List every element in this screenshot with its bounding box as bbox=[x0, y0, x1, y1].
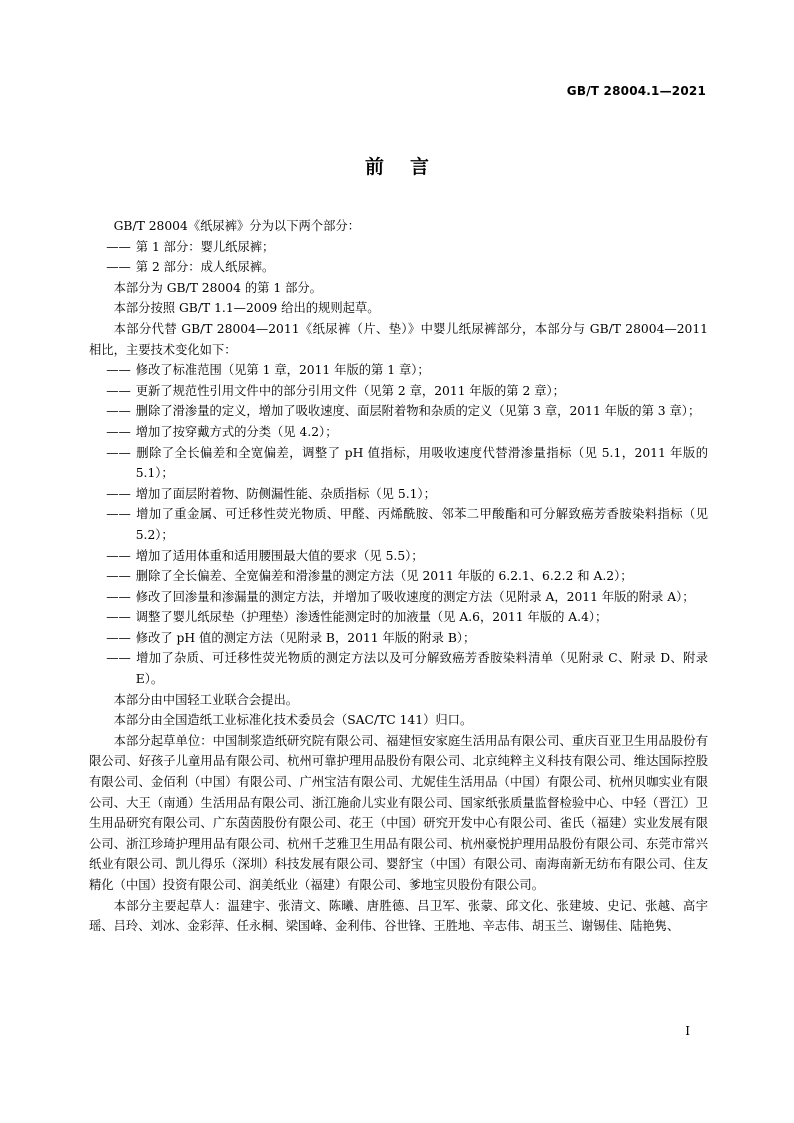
paragraph: GB/T 28004《纸尿裤》分为以下两个部分： bbox=[113, 219, 360, 233]
dash-mark: —— bbox=[106, 486, 131, 501]
dash-list-item bbox=[106, 401, 708, 422]
dash-item-text: 第 2 部分：成人纸尿裤。 bbox=[135, 260, 275, 275]
dash-mark: —— bbox=[106, 363, 131, 378]
dash-item-text: 增加了重金属、可迁移性荧光物质、甲醛、丙烯酰胺、邻苯二甲酸酯和可分解致癌芳香胺染料指标（见 5.2）； bbox=[135, 507, 708, 542]
dash-mark: —— bbox=[106, 651, 131, 666]
dash-item-text: 删除了全长偏差和全宽偏差，调整了 pH 值指标，用吸收速度代替滑渗量指标（见 5.1，2011 年版的 5.1）； bbox=[135, 445, 708, 481]
page-title: 前言 bbox=[364, 156, 455, 178]
dash-item-text: 增加了面层附着物、防侧漏性能、杂质指标（见 5.1）； bbox=[135, 486, 436, 501]
dash-item-text: 修改了回渗量和渗漏量的测定方法，并增加了吸收速度的测定方法（见附录 A，2011 年版的附录 A）； bbox=[135, 589, 695, 604]
dash-mark: —— bbox=[106, 383, 131, 398]
dash-list-item bbox=[106, 237, 708, 258]
dash-list-item bbox=[106, 587, 708, 608]
dash-mark: —— bbox=[106, 404, 131, 419]
dash-mark: —— bbox=[106, 548, 131, 563]
dash-list-item bbox=[106, 443, 708, 484]
dash-list-item bbox=[106, 546, 708, 567]
document-body bbox=[89, 216, 708, 937]
paragraph: 本部分由中国轻工业联合会提出。 bbox=[113, 692, 299, 707]
dash-mark: —— bbox=[106, 610, 131, 625]
dash-mark: —— bbox=[106, 630, 131, 645]
dash-list-item bbox=[106, 422, 708, 443]
dash-mark: —— bbox=[106, 445, 131, 460]
dash-item-text: 删除了滑渗量的定义，增加了吸收速度、面层附着物和杂质的定义（见第 3 章，2011 年版的第 3 章）； bbox=[135, 404, 701, 419]
dash-list-item bbox=[106, 648, 708, 689]
dash-mark: —— bbox=[106, 589, 131, 604]
paragraph: 本部分起草单位：中国制浆造纸研究院有限公司、福建恒安家庭生活用品有限公司、重庆百亚卫生用品股份有限公司、好孩子儿童用品有限公司、杭州可靠护理用品股份有限公司、北京纯粹主义科技有限公司、维达国际控股有限公司、金佰利（中国）有限公司、广州宝洁有限公司、尤妮佳生活用品（中国）有限公司、杭州贝咖实业有限公司、大王（南通）生活用品有限公司、浙江施俞儿实业有限公司、国家纸张质量监督检验中心、中轻（晋江）卫生用品研究有限公司、广东茵茵股份有限公司、花王（中国）研究开发中心有限公司、雀氏（福建）实业发展有限公司、浙江珍琦护理用品有限公司、杭州千芝雅卫生用品有限公司、杭州豪悦护理用品股份有限公司、东莞市常兴纸业有限公司、凯儿得乐（深圳）科技发展有限公司、婴舒宝（中国）有限公司、南海南新无纺布有限公司、住友精化（中国）投资有限公司、润美纸业（福建）有限公司、爹地宝贝股份有限公司。 bbox=[89, 733, 708, 892]
dash-list-item bbox=[106, 484, 708, 505]
dash-item-text: 调整了婴儿纸尿垫（护理垫）渗透性能测定时的加液量（见 A.6，2011 年版的 A.4）； bbox=[135, 610, 608, 625]
standard-code: GB/T 28004.1—2021 bbox=[566, 84, 706, 98]
paragraph: 本部分代替 GB/T 28004—2011《纸尿裤（片、垫）》中婴儿纸尿裤部分，本部分与 GB/T 28004—2011 相比，主要技术变化如下： bbox=[89, 321, 708, 357]
dash-item-text: 更新了规范性引用文件中的部分引用文件（见第 2 章，2011 年版的第 2 章）； bbox=[135, 383, 565, 398]
paragraph: 本部分由全国造纸工业标准化技术委员会（SAC/TC 141）归口。 bbox=[113, 713, 473, 728]
dash-item-text: 增加了杂质、可迁移性荧光物质的测定方法以及可分解致癌芳香胺染料清单（见附录 C、附录 D、附录 E）。 bbox=[135, 651, 708, 687]
dash-list-item bbox=[106, 566, 708, 587]
paragraph: 本部分为 GB/T 28004 的第 1 部分。 bbox=[113, 280, 322, 295]
paragraph: 本部分主要起草人：温建宇、张清文、陈曦、唐胜德、吕卫军、张蒙、邱文化、张建坡、史记、张越、高宇瑶、吕玲、刘冰、金彩萍、任永桐、梁国峰、金利伟、谷世锋、王胜地、辛志伟、胡玉兰、谢锡佳、陆艳隽、 bbox=[89, 898, 708, 934]
dash-list-item bbox=[106, 628, 708, 649]
dash-item-text: 修改了 pH 值的测定方法（见附录 B，2011 年版的附录 B）； bbox=[135, 630, 476, 645]
paragraph: 本部分按照 GB/T 1.1—2009 给出的规则起草。 bbox=[113, 301, 380, 316]
dash-list-item bbox=[106, 360, 708, 381]
page-number: I bbox=[685, 1024, 690, 1038]
dash-list-item bbox=[106, 607, 708, 628]
dash-list-item bbox=[106, 381, 708, 402]
dash-item-text: 增加了适用体重和适用腰围最大值的要求（见 5.5）； bbox=[135, 548, 424, 563]
dash-mark: —— bbox=[106, 507, 131, 522]
dash-mark: —— bbox=[106, 239, 131, 254]
dash-mark: —— bbox=[106, 260, 131, 275]
dash-list-item bbox=[106, 257, 708, 278]
dash-mark: —— bbox=[106, 424, 131, 439]
dash-list-item bbox=[106, 504, 708, 545]
dash-item-text: 修改了标准范围（见第 1 章，2011 年版的第 1 章）； bbox=[135, 363, 430, 378]
dash-mark: —— bbox=[106, 569, 131, 584]
dash-item-text: 第 1 部分：婴儿纸尿裤； bbox=[135, 239, 275, 254]
dash-item-text: 删除了全长偏差、全宽偏差和滑渗量的测定方法（见 2011 年版的 6.2.1、6.2.2 和 A.2）； bbox=[135, 569, 633, 584]
dash-item-text: 增加了按穿戴方式的分类（见 4.2）； bbox=[135, 424, 338, 439]
